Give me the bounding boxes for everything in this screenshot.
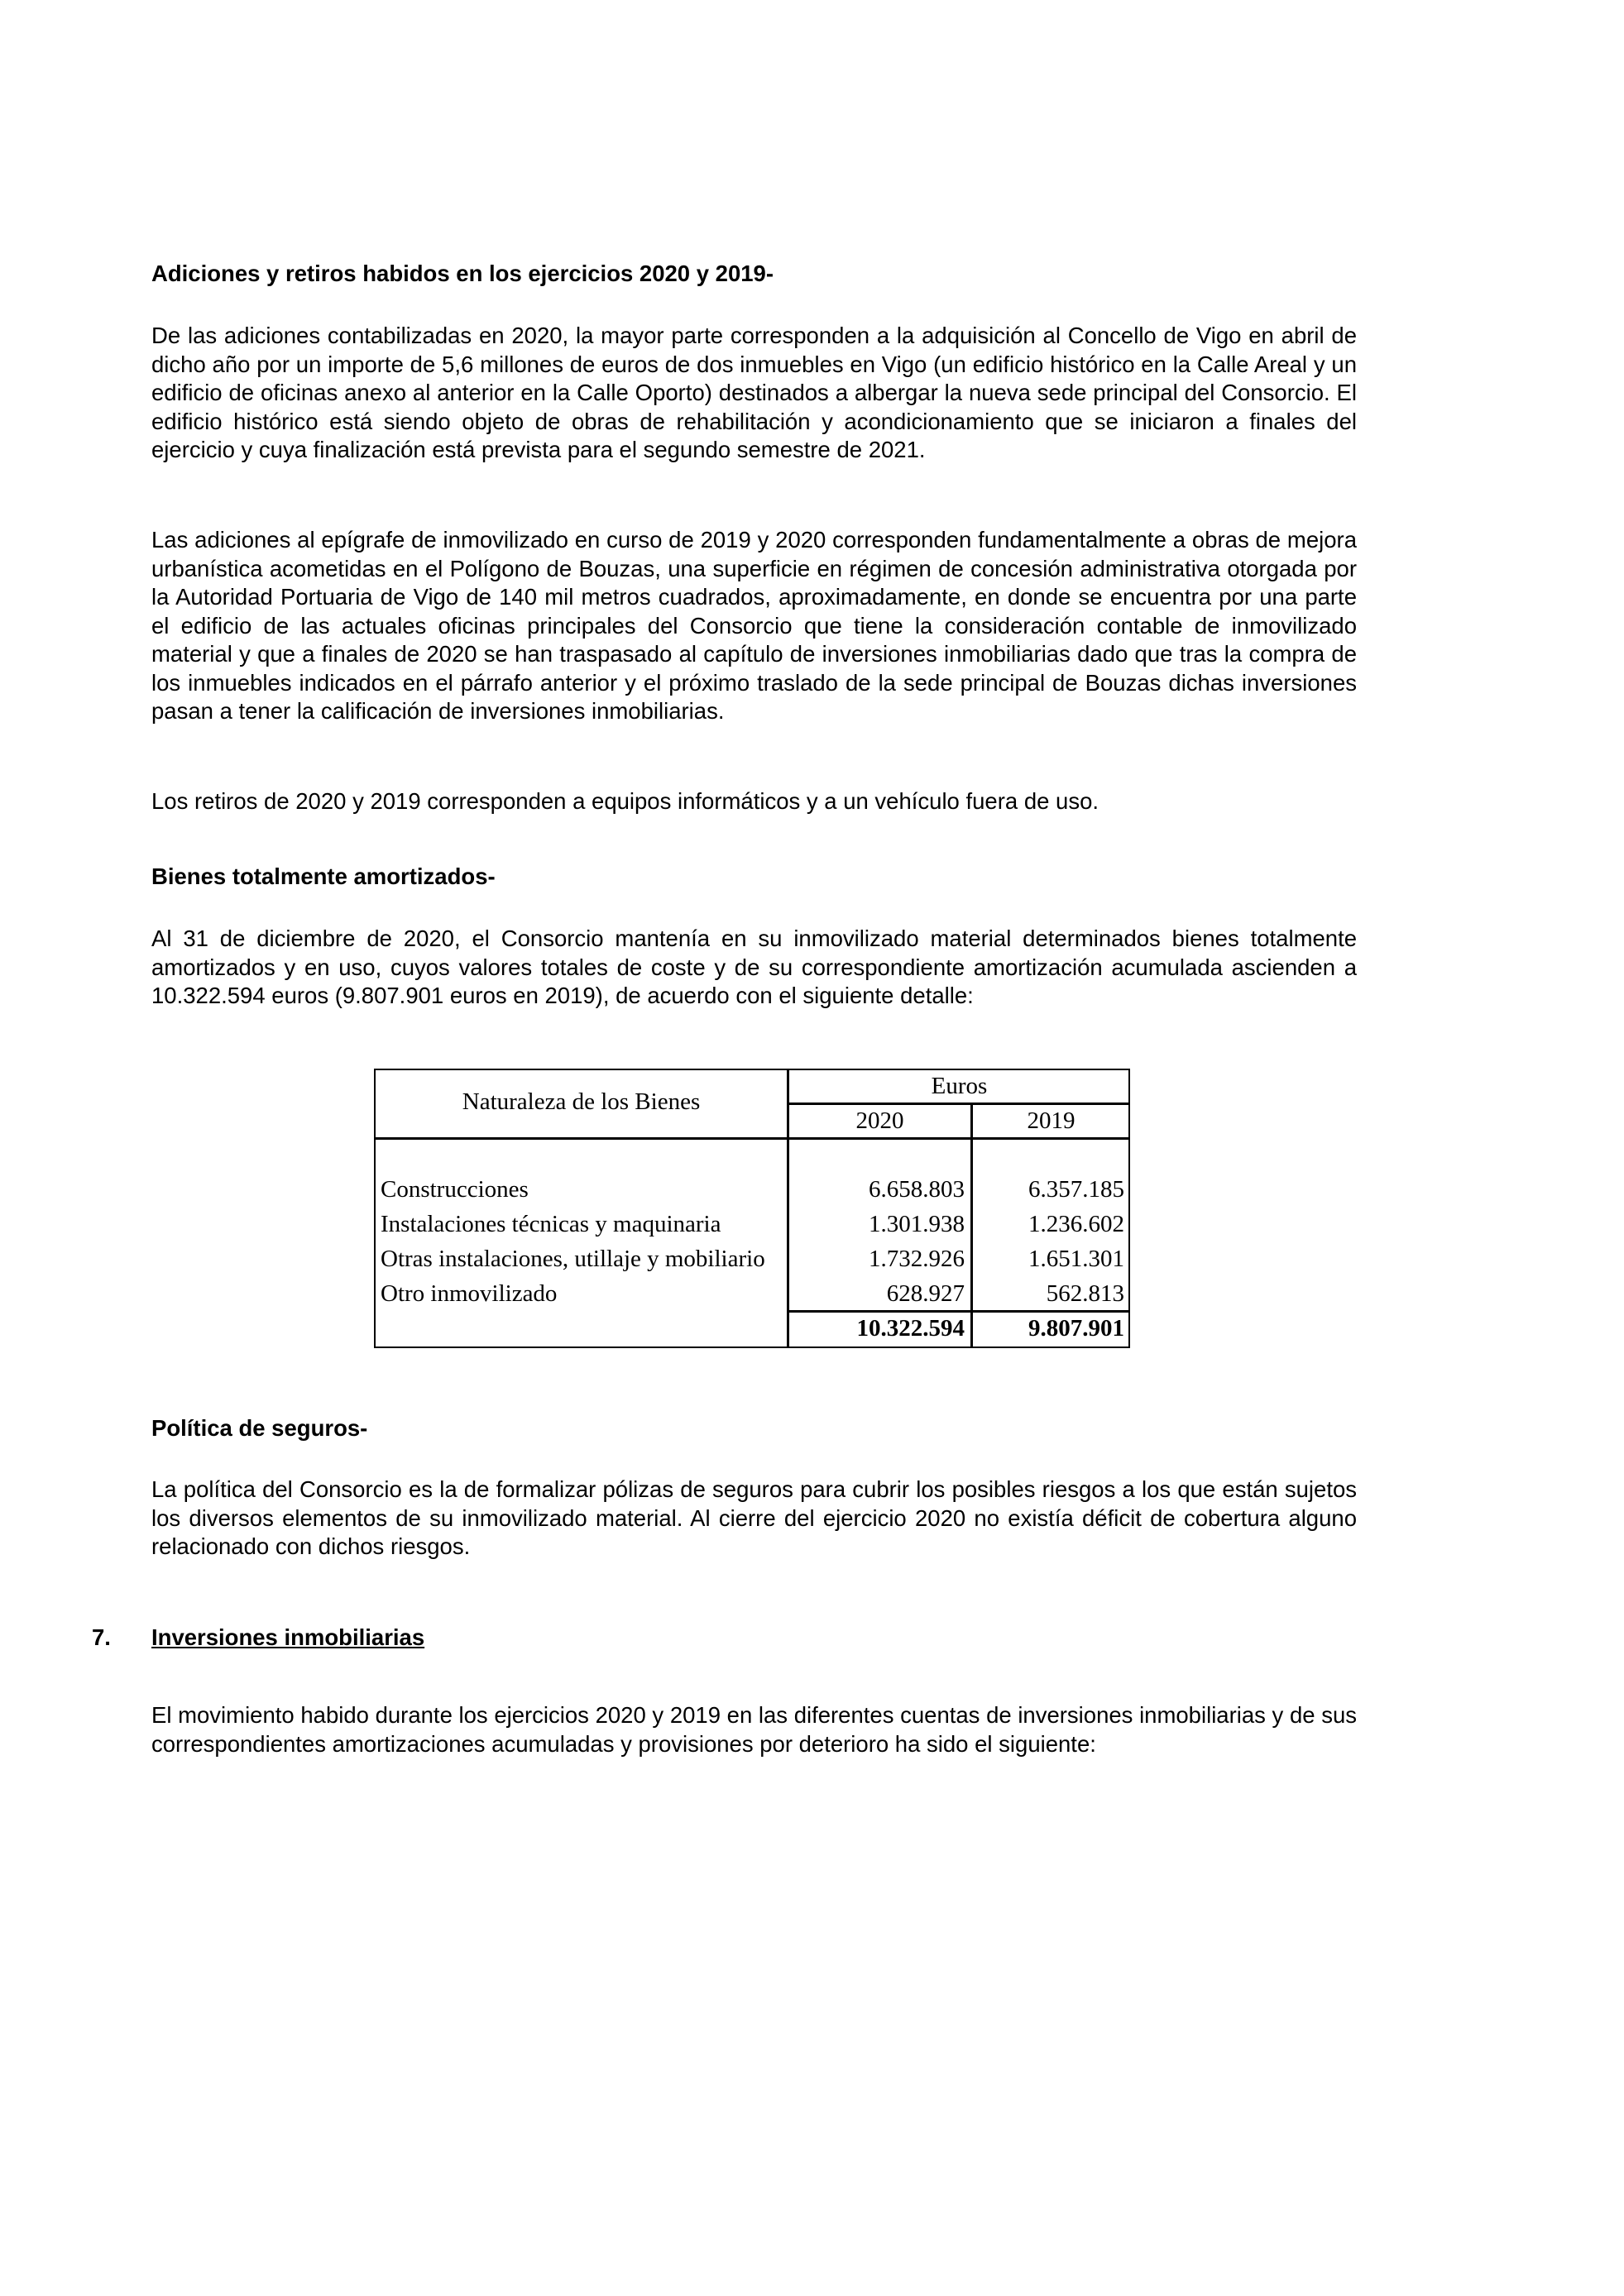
- paragraph-text: El movimiento habido durante los ejercicios 2020 y 2019 en las diferentes cuentas de inversiones inmobiliarias y de sus correspondientes amortizaciones acumuladas y provisiones por deterioro ha sido el siguiente:: [151, 1702, 1357, 1757]
- row-label: Instalaciones técnicas y maquinaria: [381, 1211, 721, 1237]
- retirements-paragraph: [151, 787, 1357, 816]
- column-group-header-euros: Euros: [931, 1073, 988, 1099]
- column-header-2020: 2020: [855, 1107, 904, 1134]
- insurance-heading: Política de seguros-: [151, 1415, 368, 1441]
- additions-paragraph-1: [151, 322, 1357, 465]
- row-value-2019: 1.651.301: [1028, 1246, 1124, 1272]
- row-label: Construcciones: [381, 1176, 529, 1203]
- row-value-2020: 628.927: [886, 1280, 965, 1307]
- paragraph-text: Al 31 de diciembre de 2020, el Consorcio mantenía en su inmovilizado material determinados bienes totalmente amortizados y en uso, cuyos valores totales de coste y de su correspondiente amortización acumulada ascienden a 10.322.594 euros (9.807.901 euros en 2019), de acuerdo con el siguiente detalle:: [151, 926, 1357, 1008]
- paragraph-text: La política del Consorcio es la de formalizar pólizas de seguros para cubrir los posibles riesgos a los que están sujetos los diversos elementos de su inmovilizado material. Al cierre del ejercicio 2020 no existía déficit de cobertura alguno relacionado con dichos riesgos.: [151, 1476, 1357, 1559]
- section-7-heading: [92, 1624, 424, 1652]
- additions-heading: Adiciones y retiros habidos en los ejercicios 2020 y 2019-: [151, 261, 774, 286]
- amortized-paragraph: [151, 925, 1357, 1011]
- total-2020: 10.322.594: [856, 1315, 965, 1342]
- column-header-2019: 2019: [1027, 1107, 1075, 1134]
- row-value-2019: 562.813: [1046, 1280, 1124, 1307]
- paragraph-text: De las adiciones contabilizadas en 2020, la mayor parte corresponden a la adquisición al Concello de Vigo en abril de dicho año por un importe de 5,6 millones de euros de dos inmuebles en Vigo (un edificio histórico en la Calle Areal y un edificio de oficinas anexo al anterior en la Calle Oporto) destinados a albergar la nueva sede principal del Consorcio. El edificio histórico está siendo objeto de obras de rehabilitación y acondicionamiento que se iniciaron a finales del ejercicio y cuya finalización está prevista para el segundo semestre de 2021.: [151, 323, 1357, 462]
- section-7-paragraph: [151, 1701, 1357, 1758]
- table-divider: [376, 1137, 1128, 1140]
- row-label: Otras instalaciones, utillaje y mobiliario: [381, 1246, 765, 1272]
- insurance-paragraph: [151, 1476, 1357, 1562]
- section-number: 7.: [92, 1624, 111, 1650]
- row-label: Otro inmovilizado: [381, 1280, 558, 1307]
- row-value-2020: 1.732.926: [869, 1246, 965, 1272]
- paragraph-text: Los retiros de 2020 y 2019 corresponden a equipos informáticos y a un vehículo fuera de uso.: [151, 788, 1099, 814]
- additions-paragraph-2: [151, 526, 1357, 726]
- table-divider: [787, 1310, 1128, 1313]
- total-2019: 9.807.901: [1028, 1315, 1124, 1342]
- row-value-2020: 6.658.803: [869, 1176, 965, 1203]
- amortized-assets-table: [374, 1069, 1130, 1348]
- column-header-nature: Naturaleza de los Bienes: [462, 1088, 701, 1115]
- amortized-heading: Bienes totalmente amortizados-: [151, 863, 496, 889]
- row-value-2019: 6.357.185: [1028, 1176, 1124, 1203]
- row-value-2020: 1.301.938: [869, 1211, 965, 1237]
- paragraph-text: Las adiciones al epígrafe de inmovilizado en curso de 2019 y 2020 corresponden fundamentalmente a obras de mejora urbanística acometidas en el Polígono de Bouzas, una superficie en régimen de concesión administrativa otorgada por la Autoridad Portuaria de Vigo de 140 mil metros cuadrados, aproximadamente, en donde se encuentra por una parte el edificio de las actuales oficinas principales del Consorcio que tiene la consideración contable de inmovilizado material y que a finales de 2020 se han traspasado al capítulo de inversiones inmobiliarias dado que tras la compra de los inmuebles indicados en el párrafo anterior y el próximo traslado de la sede principal de Bouzas dichas inversiones pasan a tener la calificación de inversiones inmobiliarias.: [151, 527, 1357, 724]
- table-divider: [787, 1103, 1128, 1105]
- row-value-2019: 1.236.602: [1028, 1211, 1124, 1237]
- section-title: Inversiones inmobiliarias: [151, 1624, 425, 1650]
